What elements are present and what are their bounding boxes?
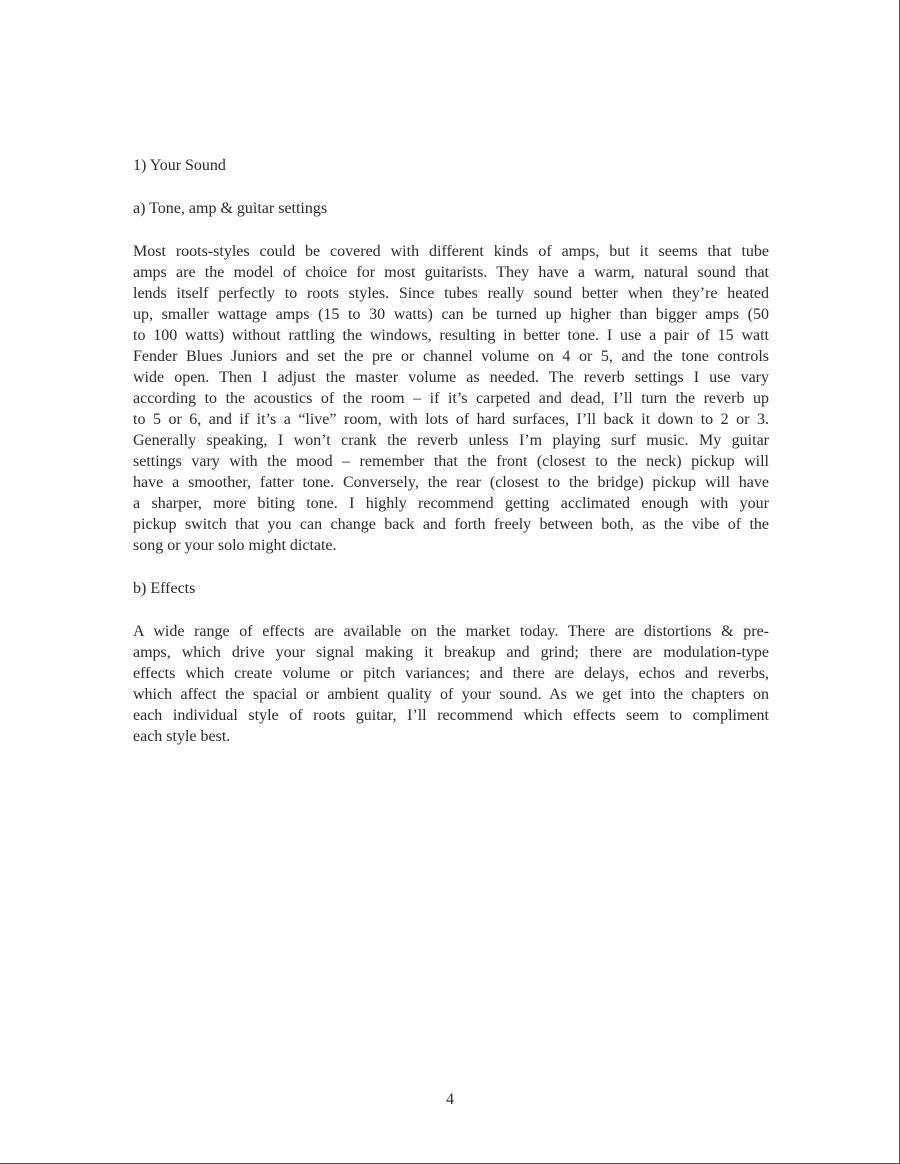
paragraph-line: have a smoother, fatter tone. Conversely, the rear (closest to the bridge) pickup will have: [133, 474, 769, 491]
paragraph-line: a sharper, more biting tone. I highly recommend getting acclimated enough with your: [133, 495, 769, 512]
paragraph-line: Fender Blues Juniors and set the pre or channel volume on 4 or 5, and the tone controls: [133, 348, 769, 365]
paragraph-line: according to the acoustics of the room – if it’s carpeted and dead, I’ll turn the reverb up: [133, 390, 769, 407]
paragraph-line: which affect the spacial or ambient quality of your sound. As we get into the chapters on: [133, 686, 769, 703]
paragraph-line: amps, which drive your signal making it breakup and grind; there are modulation-type: [133, 644, 769, 661]
paragraph-line: Most roots-styles could be covered with different kinds of amps, but it seems that tube: [133, 243, 769, 260]
paragraph-line: amps are the model of choice for most guitarists. They have a warm, natural sound that: [133, 264, 769, 281]
paragraph-line: song or your solo might dictate.: [133, 537, 337, 554]
page-content: [133, 155, 769, 769]
paragraph-line: each style best.: [133, 728, 231, 745]
paragraph-line: each individual style of roots guitar, I’ll recommend which effects seem to compliment: [133, 707, 769, 724]
subsection-a-heading: a) Tone, amp & guitar settings: [133, 200, 328, 217]
paragraph-effects: [133, 621, 769, 747]
paragraph-line: settings vary with the mood – remember that the front (closest to the neck) pickup will: [133, 453, 769, 470]
paragraph-line: to 100 watts) without rattling the windows, resulting in better tone. I use a pair of 15 watt: [133, 327, 769, 344]
paragraph-line: A wide range of effects are available on the market today. There are distortions & pre-: [133, 623, 769, 640]
paragraph-line: Generally speaking, I won’t crank the reverb unless I’m playing surf music. My guitar: [133, 432, 769, 449]
paragraph-tone-amp-settings: [133, 241, 769, 556]
paragraph-line: up, smaller wattage amps (15 to 30 watts) can be turned up higher than bigger amps (50: [133, 306, 769, 323]
section-heading: 1) Your Sound: [133, 157, 226, 174]
paragraph-line: lends itself perfectly to roots styles. Since tubes really sound better when they’re heated: [133, 285, 769, 302]
paragraph-line: effects which create volume or pitch variances; and there are delays, echos and reverbs,: [133, 665, 769, 682]
paragraph-line: wide open. Then I adjust the master volume as needed. The reverb settings I use vary: [133, 369, 769, 386]
paragraph-line: pickup switch that you can change back and forth freely between both, as the vibe of the: [133, 516, 769, 533]
page-number: 4: [446, 1091, 454, 1108]
subsection-b-heading: b) Effects: [133, 580, 196, 597]
paragraph-line: to 5 or 6, and if it’s a “live” room, with lots of hard surfaces, I’ll back it down to 2 or 3.: [133, 411, 769, 428]
